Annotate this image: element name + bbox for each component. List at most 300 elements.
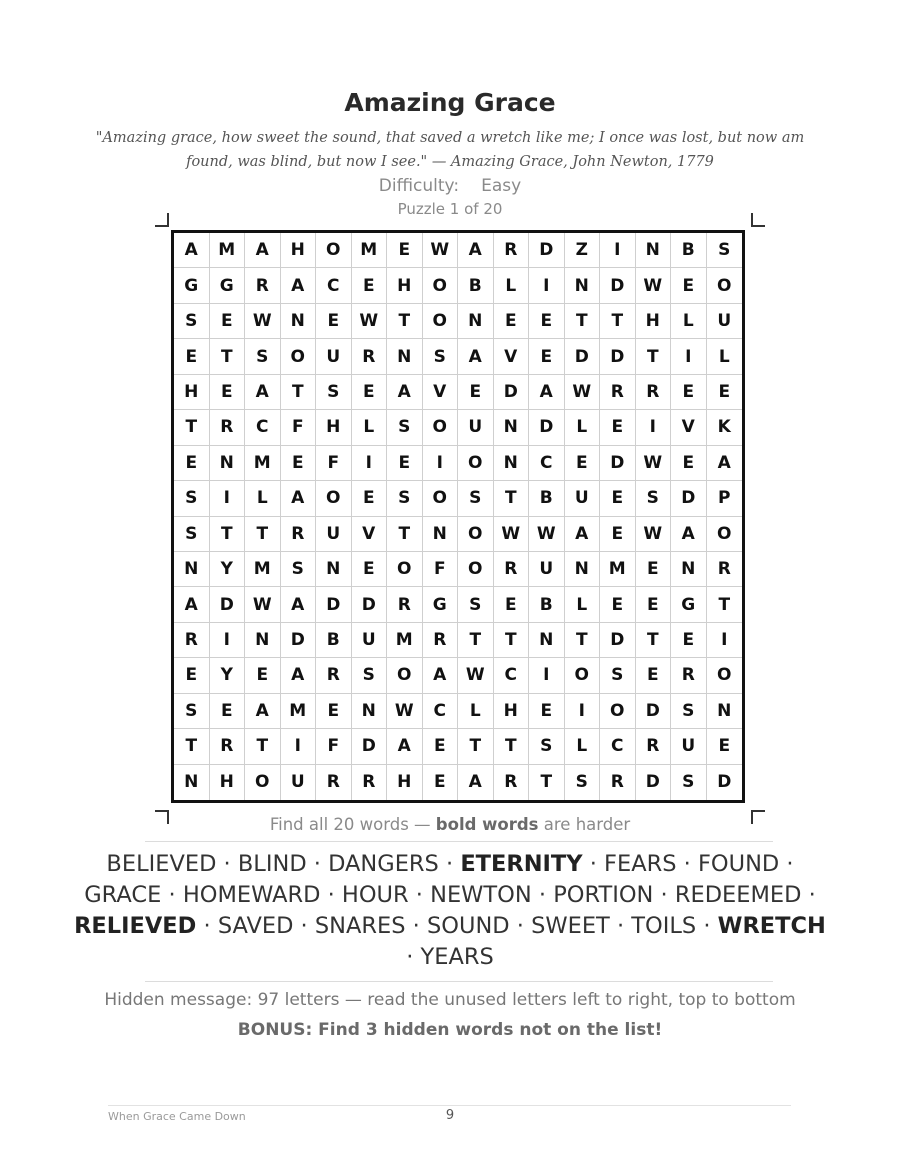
word-list [70,849,830,973]
grid-cell: M [387,623,423,658]
grid-cell: S [245,339,281,374]
difficulty-label: Difficulty: [378,176,460,196]
grid-cell: A [671,517,707,552]
word: NEWTON [430,882,532,908]
grid-cell: E [600,481,636,516]
grid-cell: S [423,339,459,374]
grid-cell: A [245,694,281,729]
grid-cell: U [316,517,352,552]
grid-cell: N [245,623,281,658]
grid-cell: S [600,658,636,693]
word: TOILS [631,913,697,939]
grid-cell: R [494,233,530,268]
grid-cell: A [529,375,565,410]
grid-cell: M [600,552,636,587]
word: BELIEVED [106,851,217,877]
grid-cell: V [423,375,459,410]
grid-cell: A [245,375,281,410]
grid-cell: F [423,552,459,587]
grid-cell: H [636,304,672,339]
grid-cell: E [707,375,743,410]
word: BLIND [237,851,307,877]
grid-cell: I [636,410,672,445]
grid-cell: E [387,233,423,268]
grid-cell: E [174,446,210,481]
grid-cell: E [458,375,494,410]
grid-cell: I [707,623,743,658]
grid-cell: O [458,446,494,481]
grid-cell: R [494,765,530,800]
grid-cell: S [671,694,707,729]
grid-cell: S [174,694,210,729]
grid-cell: B [671,233,707,268]
grid-cell: W [636,517,672,552]
grid-cell: E [494,587,530,622]
grid-cell: E [174,339,210,374]
grid-cell: Z [565,233,601,268]
grid-cell: G [210,268,246,303]
word-separator: · [406,944,421,970]
grid-cell: C [600,729,636,764]
grid-cell: T [494,623,530,658]
grid-cell: P [707,481,743,516]
grid-cell: R [600,375,636,410]
grid-cell: U [352,623,388,658]
grid-cell: R [387,587,423,622]
grid-cell: O [600,694,636,729]
grid-cell: N [494,446,530,481]
grid-cell: F [316,446,352,481]
grid-cell: T [529,765,565,800]
grid-cell: H [210,765,246,800]
grid-cell: L [352,410,388,445]
word: PORTION [553,882,654,908]
grid-cell: R [210,410,246,445]
grid-cell: D [529,410,565,445]
grid-cell: Y [210,658,246,693]
word: YEARS [420,944,494,970]
grid-cell: U [458,410,494,445]
grid-cell: H [316,410,352,445]
grid-cell: E [600,410,636,445]
grid-cell: L [565,729,601,764]
grid-cell: N [671,552,707,587]
difficulty-value: Easy [481,176,522,196]
word-separator: · [196,913,218,939]
grid-cell: N [458,304,494,339]
grid-cell: T [387,304,423,339]
grid-cell: L [245,481,281,516]
grid-cell: R [494,552,530,587]
grid-cell: N [707,694,743,729]
word-separator: · [320,882,342,908]
grid-cell: R [600,765,636,800]
letter-grid [171,230,745,803]
grid-cell: W [245,304,281,339]
grid-cell: T [245,729,281,764]
word-separator: · [779,851,794,877]
grid-cell: O [387,552,423,587]
grid-cell: T [494,729,530,764]
grid-cell: N [210,446,246,481]
word-separator: · [216,851,238,877]
grid-cell: I [529,268,565,303]
grid-cell: E [600,517,636,552]
grid-cell: E [671,375,707,410]
word: REDEEMED [674,882,802,908]
grid-cell: C [316,268,352,303]
grid-cell: T [565,304,601,339]
grid-cell: A [565,517,601,552]
grid-cell: A [387,729,423,764]
grid-cell: O [423,410,459,445]
word-separator: · [696,913,718,939]
grid-cell: E [529,694,565,729]
grid-cell: W [458,658,494,693]
grid-cell: E [281,446,317,481]
grid-cell: E [707,729,743,764]
word-separator: · [408,882,431,908]
grid-cell: O [423,481,459,516]
grid-cell: E [423,729,459,764]
page-number: 9 [445,1108,455,1123]
grid-cell: D [636,694,672,729]
grid-cell: D [671,481,707,516]
grid-cell: R [352,765,388,800]
grid-cell: E [387,446,423,481]
grid-cell: N [352,694,388,729]
grid-cell: B [529,587,565,622]
word-separator: · [509,913,532,939]
crop-mark-top-right [751,213,765,227]
grid-cell: S [387,410,423,445]
grid-cell: A [281,658,317,693]
word-hard: ETERNITY [460,851,583,877]
grid-cell: E [671,623,707,658]
grid-cell: W [245,587,281,622]
word: FOUND [697,851,780,877]
grid-cell: K [707,410,743,445]
grid-cell: O [423,268,459,303]
grid-cell: D [494,375,530,410]
grid-cell: E [210,304,246,339]
grid-cell: C [245,410,281,445]
grid-cell: R [316,658,352,693]
grid-cell: O [387,658,423,693]
grid-cell: O [316,481,352,516]
grid-cell: D [352,587,388,622]
grid-cell: T [387,517,423,552]
grid-cell: U [316,339,352,374]
grid-cell: I [210,481,246,516]
grid-cell: I [600,233,636,268]
footer-divider [108,1105,791,1106]
bonus-text: BONUS: Find 3 hidden words not on the list! [237,1020,663,1040]
grid-cell: T [281,375,317,410]
grid-cell: M [245,552,281,587]
word: FEARS [604,851,677,877]
grid-cell: L [494,268,530,303]
grid-cell: H [387,765,423,800]
word-separator: · [676,851,698,877]
grid-cell: B [529,481,565,516]
grid-cell: D [600,446,636,481]
grid-cell: S [671,765,707,800]
grid-cell: D [316,587,352,622]
grid-cell: A [281,587,317,622]
grid-cell: S [174,481,210,516]
grid-cell: L [565,410,601,445]
grid-cell: W [636,446,672,481]
grid-cell: H [494,694,530,729]
word: SOUND [426,913,510,939]
divider [145,841,773,842]
word: GRACE [84,882,162,908]
grid-cell: N [423,517,459,552]
grid-cell: G [671,587,707,622]
grid-cell: A [174,233,210,268]
grid-cell: G [423,587,459,622]
grid-cell: M [210,233,246,268]
grid-cell: D [600,623,636,658]
grid-cell: W [565,375,601,410]
grid-cell: A [245,233,281,268]
word: SWEET [531,913,610,939]
hidden-message: Hidden message: 97 letters — read the unused letters left to right, top to bottom [104,990,796,1010]
grid-cell: O [245,765,281,800]
grid-cell: E [565,446,601,481]
grid-cell: E [352,268,388,303]
grid-cell: E [352,375,388,410]
grid-cell: U [565,481,601,516]
grid-cell: U [529,552,565,587]
word-separator: · [653,882,675,908]
grid-cell: L [707,339,743,374]
word-separator: · [531,882,554,908]
grid-cell: T [174,410,210,445]
grid-cell: C [529,446,565,481]
grid-cell: S [636,481,672,516]
grid-cell: T [458,729,494,764]
grid-cell: U [281,765,317,800]
grid-cell: M [245,446,281,481]
grid-cell: T [636,339,672,374]
grid-cell: E [316,304,352,339]
grid-cell: E [316,694,352,729]
grid-cell: E [529,339,565,374]
grid-cell: M [281,694,317,729]
grid-cell: E [352,552,388,587]
puzzle-title: Amazing Grace [344,88,556,117]
grid-cell: L [671,304,707,339]
grid-cell: I [671,339,707,374]
grid-cell: E [423,765,459,800]
grid-cell: V [352,517,388,552]
grid-cell: W [494,517,530,552]
grid-cell: E [245,658,281,693]
grid-cell: A [281,268,317,303]
word-separator: · [438,851,461,877]
grid-cell: S [565,765,601,800]
instructions [0,815,900,834]
grid-cell: L [565,587,601,622]
grid-cell: G [174,268,210,303]
grid-cell: N [281,304,317,339]
grid-cell: O [316,233,352,268]
grid-cell: T [210,339,246,374]
grid-cell: A [458,233,494,268]
word-separator: · [609,913,632,939]
grid-cell: W [423,233,459,268]
grid-cell: N [529,623,565,658]
grid-cell: E [600,587,636,622]
grid-cell: L [458,694,494,729]
word: HOUR [341,882,409,908]
word-separator: · [582,851,605,877]
word-hard: RELIEVED [74,913,197,939]
grid-cell: Y [210,552,246,587]
grid-cell: V [494,339,530,374]
grid-cell: D [600,268,636,303]
grid-cell: S [316,375,352,410]
grid-cell: A [387,375,423,410]
grid-cell: H [387,268,423,303]
grid-cell: N [316,552,352,587]
instructions-prefix: Find all 20 words — [269,815,436,834]
grid-cell: R [316,765,352,800]
grid-cell: H [281,233,317,268]
grid-cell: W [352,304,388,339]
grid-cell: N [565,268,601,303]
grid-cell: A [423,658,459,693]
grid-cell: A [174,587,210,622]
grid-cell: I [281,729,317,764]
grid-cell: S [174,304,210,339]
grid-cell: T [636,623,672,658]
grid-cell: T [707,587,743,622]
grid-cell: D [352,729,388,764]
grid-cell: E [174,658,210,693]
grid-cell: R [210,729,246,764]
grid-cell: T [458,623,494,658]
quote: "Amazing grace, how sweet the sound, that saved a wretch like me; I once was lost, but now am found, was blind, but now I see." — Amazing Grace, John Newton, 1779 [95,130,805,170]
grid-cell: E [210,375,246,410]
grid-cell: S [281,552,317,587]
grid-cell: I [210,623,246,658]
grid-cell: F [281,410,317,445]
grid-cell: O [423,304,459,339]
grid-cell: N [636,233,672,268]
grid-cell: R [245,268,281,303]
grid-cell: E [671,446,707,481]
grid-cell: S [707,233,743,268]
grid-cell: O [458,517,494,552]
grid-cell: S [352,658,388,693]
grid-cell: B [458,268,494,303]
word-separator: · [405,913,427,939]
grid-cell: A [458,339,494,374]
grid-cell: T [245,517,281,552]
grid-cell: I [529,658,565,693]
grid-cell: E [529,304,565,339]
grid-cell: N [565,552,601,587]
grid-cell: R [707,552,743,587]
word-separator: · [801,882,816,908]
grid-cell: I [423,446,459,481]
grid-cell: V [671,410,707,445]
grid-cell: T [494,481,530,516]
grid-cell: R [352,339,388,374]
grid-cell: I [352,446,388,481]
word: DANGERS [328,851,439,877]
grid-cell: M [352,233,388,268]
grid-cell: O [565,658,601,693]
grid-cell: D [565,339,601,374]
grid-cell: N [494,410,530,445]
grid-cell: E [352,481,388,516]
grid-cell: D [600,339,636,374]
grid-cell: R [174,623,210,658]
grid-cell: R [671,658,707,693]
grid-cell: T [210,517,246,552]
instructions-suffix: are harder [538,815,631,834]
grid-cell: D [210,587,246,622]
grid-cell: O [458,552,494,587]
grid-cell: I [565,694,601,729]
divider [145,981,773,982]
word: SNARES [314,913,406,939]
instructions-bold: bold words [435,815,539,834]
word-separator: · [306,851,329,877]
grid-cell: W [387,694,423,729]
grid-cell: E [636,658,672,693]
grid-cell: R [423,623,459,658]
grid-cell: E [210,694,246,729]
grid-cell: S [387,481,423,516]
grid-cell: R [281,517,317,552]
grid-cell: E [671,268,707,303]
word-separator: · [161,882,183,908]
grid-cell: F [316,729,352,764]
grid-cell: T [174,729,210,764]
grid-cell: C [423,694,459,729]
grid-cell: S [458,481,494,516]
difficulty [0,176,900,196]
grid-cell: S [174,517,210,552]
crop-mark-top-left [155,213,169,227]
grid-cell: E [636,552,672,587]
word: SAVED [217,913,294,939]
grid-cell: R [636,375,672,410]
grid-cell: B [316,623,352,658]
word-separator: · [293,913,315,939]
grid-cell: T [565,623,601,658]
grid-cell: W [636,268,672,303]
grid-cell: S [529,729,565,764]
grid-cell: N [174,765,210,800]
grid-cell: C [494,658,530,693]
grid-cell: A [707,446,743,481]
grid-cell: U [671,729,707,764]
grid-cell: N [174,552,210,587]
footer-book-title: When Grace Came Down [108,1110,246,1123]
grid-cell: A [458,765,494,800]
grid-cell: O [707,517,743,552]
grid-cell: E [636,587,672,622]
word: HOMEWARD [182,882,321,908]
grid-cell: O [707,268,743,303]
grid-cell: O [707,658,743,693]
